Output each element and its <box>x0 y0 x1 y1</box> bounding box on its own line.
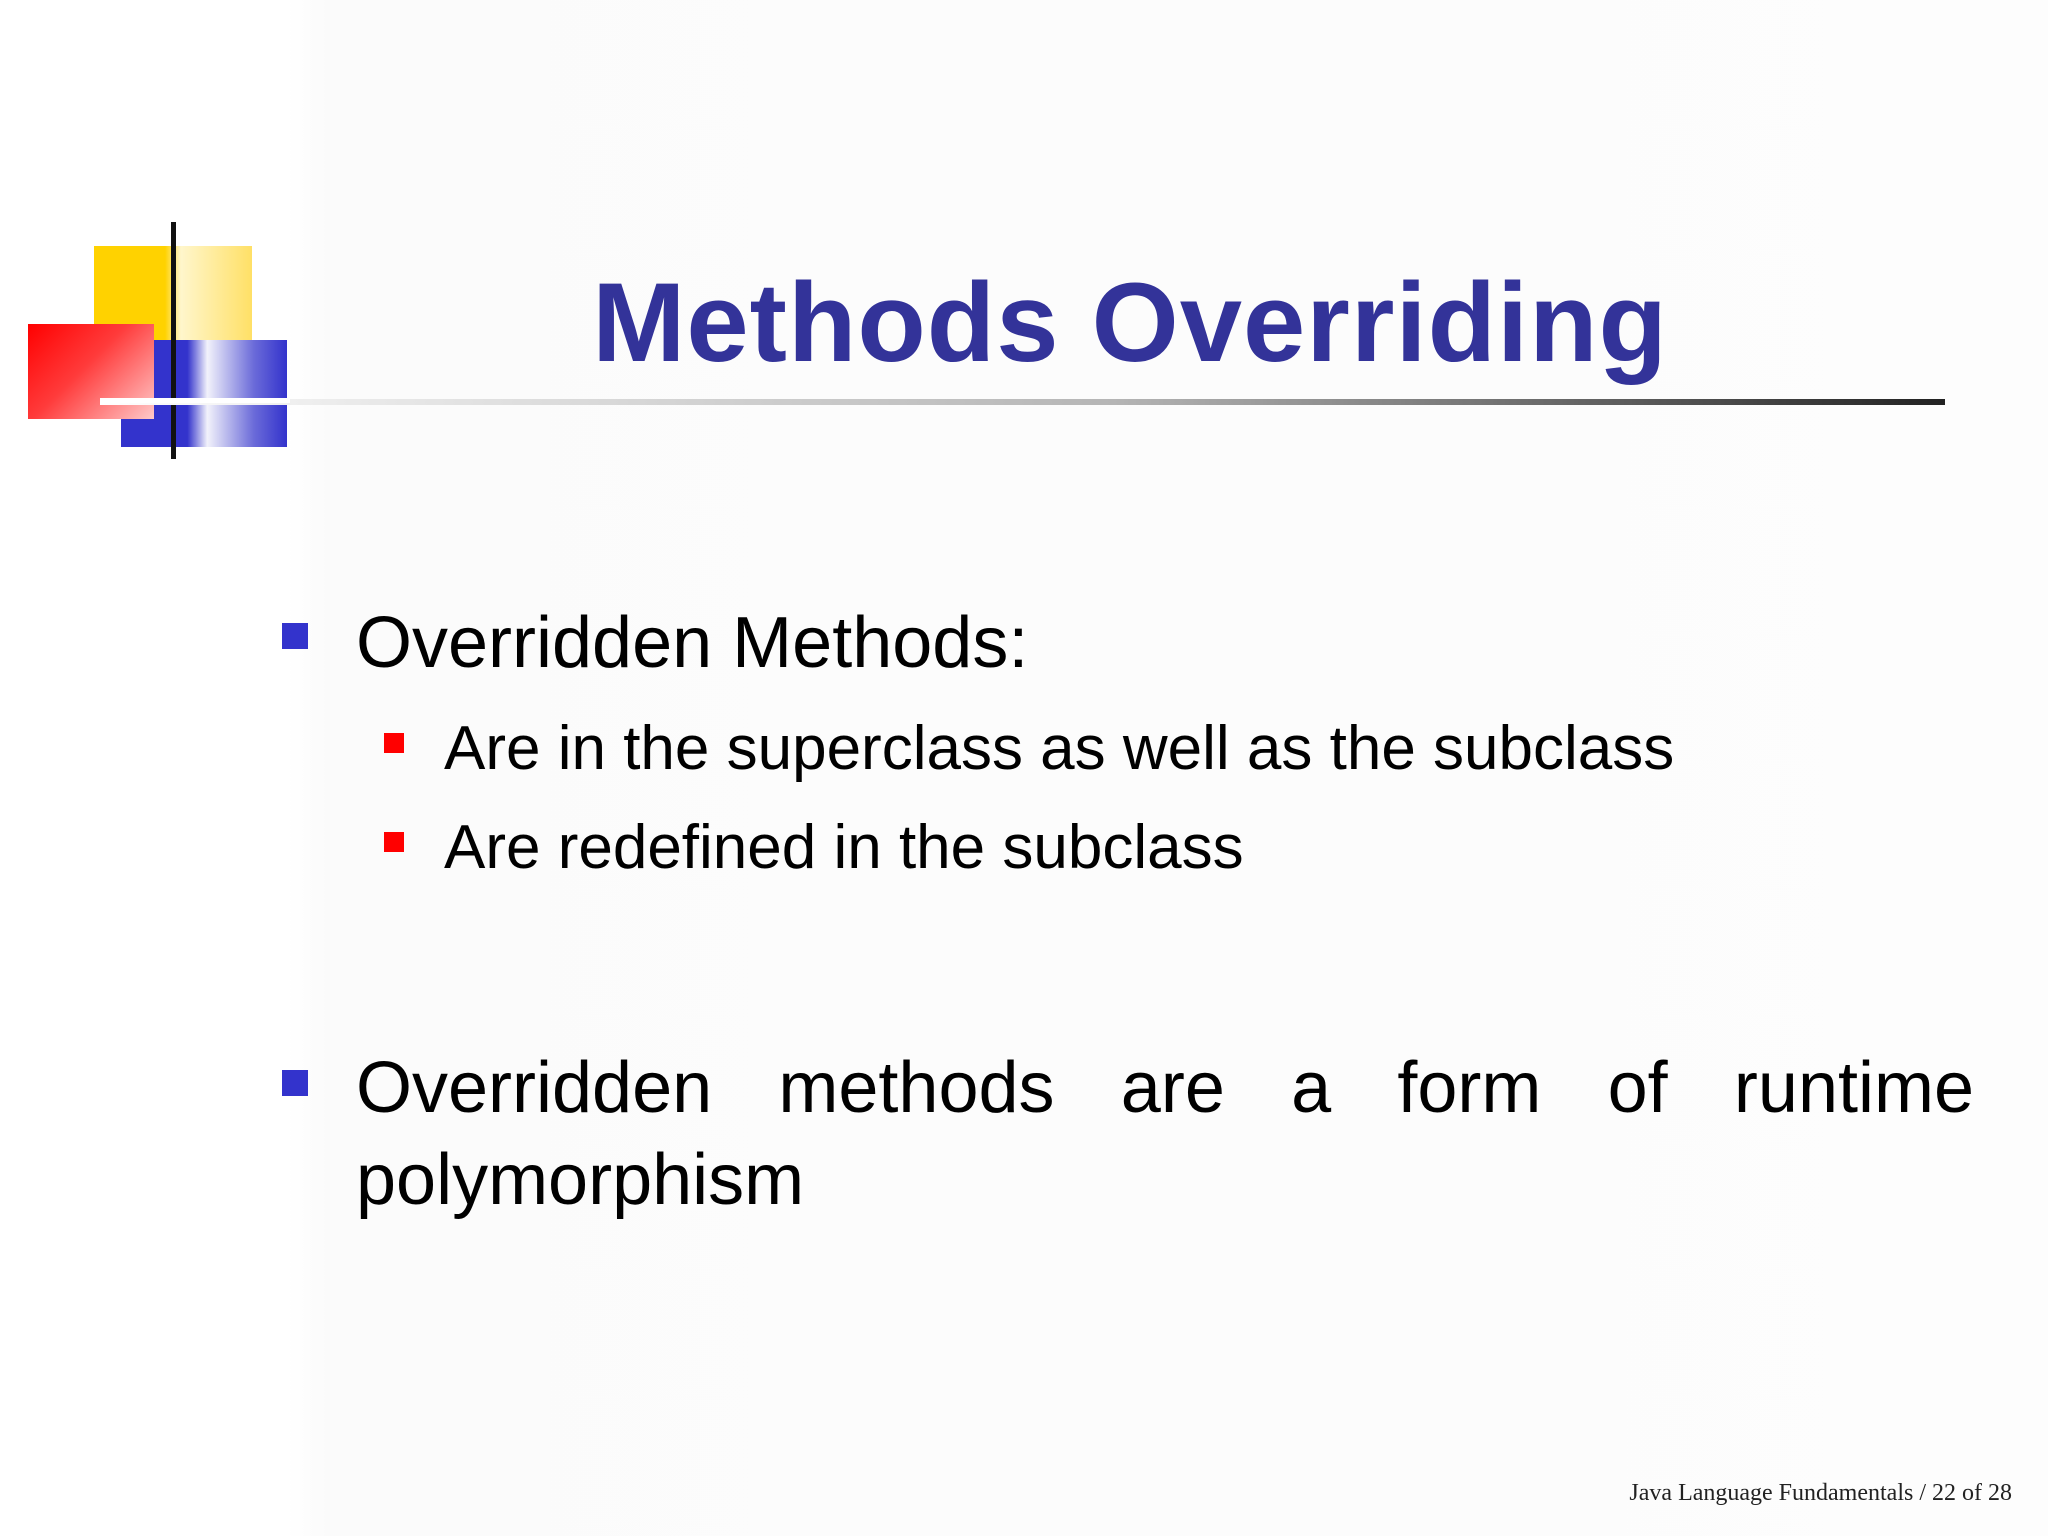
blue-square-bullet-icon <box>282 623 308 649</box>
slide-title: Methods Overriding <box>592 260 1668 385</box>
bullet-text: Overridden methods are a form of runtime polymorphism <box>356 1048 1974 1220</box>
blue-square-bullet-icon <box>282 1070 308 1096</box>
red-square-bullet-icon <box>384 733 404 753</box>
vertical-rule <box>171 222 176 459</box>
slide-footer: Java Language Fundamentals / 22 of 28 <box>1629 1480 2012 1506</box>
red-square-bullet-icon <box>384 832 404 852</box>
title-underline-rule <box>100 399 1945 405</box>
bullet-text: Overridden Methods: <box>356 603 1029 683</box>
sub-bullet-text: Are redefined in the subclass <box>444 813 1244 882</box>
sub-bullet-text: Are in the superclass as well as the subclass <box>444 714 1675 783</box>
logo-crossbar <box>100 398 290 403</box>
